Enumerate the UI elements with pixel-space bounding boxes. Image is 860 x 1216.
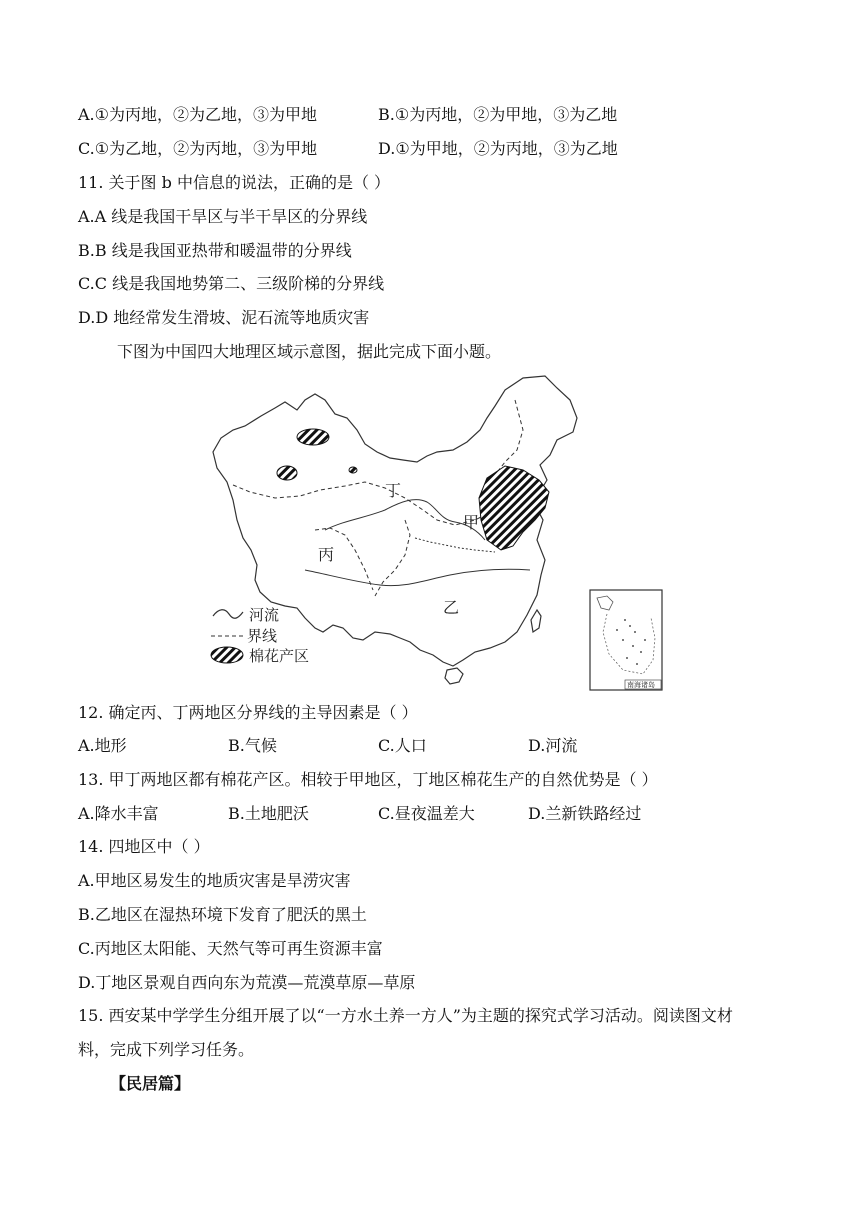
- q14-option-b: B.乙地区在湿热环境下发育了肥沃的黑土: [78, 905, 367, 924]
- q11-stem: 11. 关于图 b 中信息的说法，正确的是（ ）: [78, 173, 391, 192]
- south-china-sea-inset: [590, 590, 662, 690]
- taiwan-island: [531, 610, 541, 632]
- q10-option-b: B.①为丙地，②为甲地，③为乙地: [378, 105, 618, 124]
- q12-option-a: A.地形: [78, 736, 127, 755]
- legend-cotton-label: 棉花产区: [249, 647, 310, 665]
- legend-cotton-icon: [211, 647, 243, 663]
- legend-river-icon: [213, 610, 243, 619]
- region-label-yi: 乙: [443, 598, 460, 617]
- q13-option-a: A.降水丰富: [78, 804, 159, 823]
- china-regions-map: [205, 370, 675, 695]
- cotton-area-north-china: [479, 466, 549, 550]
- q14-option-a: A.甲地区易发生的地质灾害是旱涝灾害: [78, 871, 351, 890]
- q15-section-heading: 【民居篇】: [110, 1074, 191, 1093]
- q10-option-d: D.①为甲地，②为丙地，③为乙地: [378, 139, 618, 158]
- q10-option-a: A.①为丙地，②为乙地，③为甲地: [78, 105, 317, 124]
- q12-option-d: D.河流: [528, 736, 578, 755]
- cotton-area-xinjiang-east: [349, 467, 357, 473]
- q11-option-c: C.C 线是我国地势第二、三级阶梯的分界线: [78, 274, 385, 293]
- region-label-ding: 丁: [385, 481, 402, 500]
- q11-option-d: D.D 地经常发生滑坡、泥石流等地质灾害: [78, 308, 370, 327]
- q10-option-c: C.①为乙地，②为丙地，③为甲地: [78, 139, 318, 158]
- cotton-area-xinjiang-west: [277, 466, 297, 480]
- map-intro: 下图为中国四大地理区域示意图，据此完成下面小题。: [117, 342, 502, 361]
- q13-option-d: D.兰新铁路经过: [528, 804, 642, 823]
- q12-stem: 12. 确定丙、丁两地区分界线的主导因素是（ ）: [78, 703, 418, 722]
- region-label-bing: 丙: [318, 545, 335, 564]
- q13-option-b: B.土地肥沃: [228, 804, 309, 823]
- q15-stem-line1: 15. 西安某中学学生分组开展了以“一方水土养一方人”为主题的探究式学习活动。阅读图文材: [78, 1006, 733, 1025]
- q15-stem-line2: 料，完成下列学习任务。: [78, 1040, 255, 1059]
- cotton-area-xinjiang-north: [297, 429, 329, 445]
- q11-option-a: A.A 线是我国干旱区与半干旱区的分界线: [78, 207, 368, 226]
- hainan-island: [445, 668, 463, 684]
- region-label-jia: 甲: [463, 513, 480, 532]
- legend-boundary-label: 界线: [247, 627, 278, 645]
- boundary-line: [233, 482, 495, 525]
- q12-option-b: B.气候: [228, 736, 277, 755]
- q14-option-c: C.丙地区太阳能、天然气等可再生资源丰富: [78, 939, 383, 958]
- q14-option-d: D.丁地区景观自西向东为荒漠—荒漠草原—草原: [78, 973, 416, 992]
- q13-option-c: C.昼夜温差大: [378, 804, 475, 823]
- legend-river-label: 河流: [249, 606, 280, 624]
- q14-stem: 14. 四地区中（ ）: [78, 837, 210, 856]
- river-yellow: [325, 500, 485, 540]
- river-huai: [415, 538, 495, 552]
- q12-option-c: C.人口: [378, 736, 427, 755]
- river-yangtze: [305, 569, 530, 585]
- q13-stem: 13. 甲丁两地区都有棉花产区。相较于甲地区，丁地区棉花生产的自然优势是（ ）: [78, 770, 658, 789]
- q11-option-b: B.B 线是我国亚热带和暖温带的分界线: [78, 241, 352, 260]
- inset-label: 南海诸岛: [627, 681, 655, 689]
